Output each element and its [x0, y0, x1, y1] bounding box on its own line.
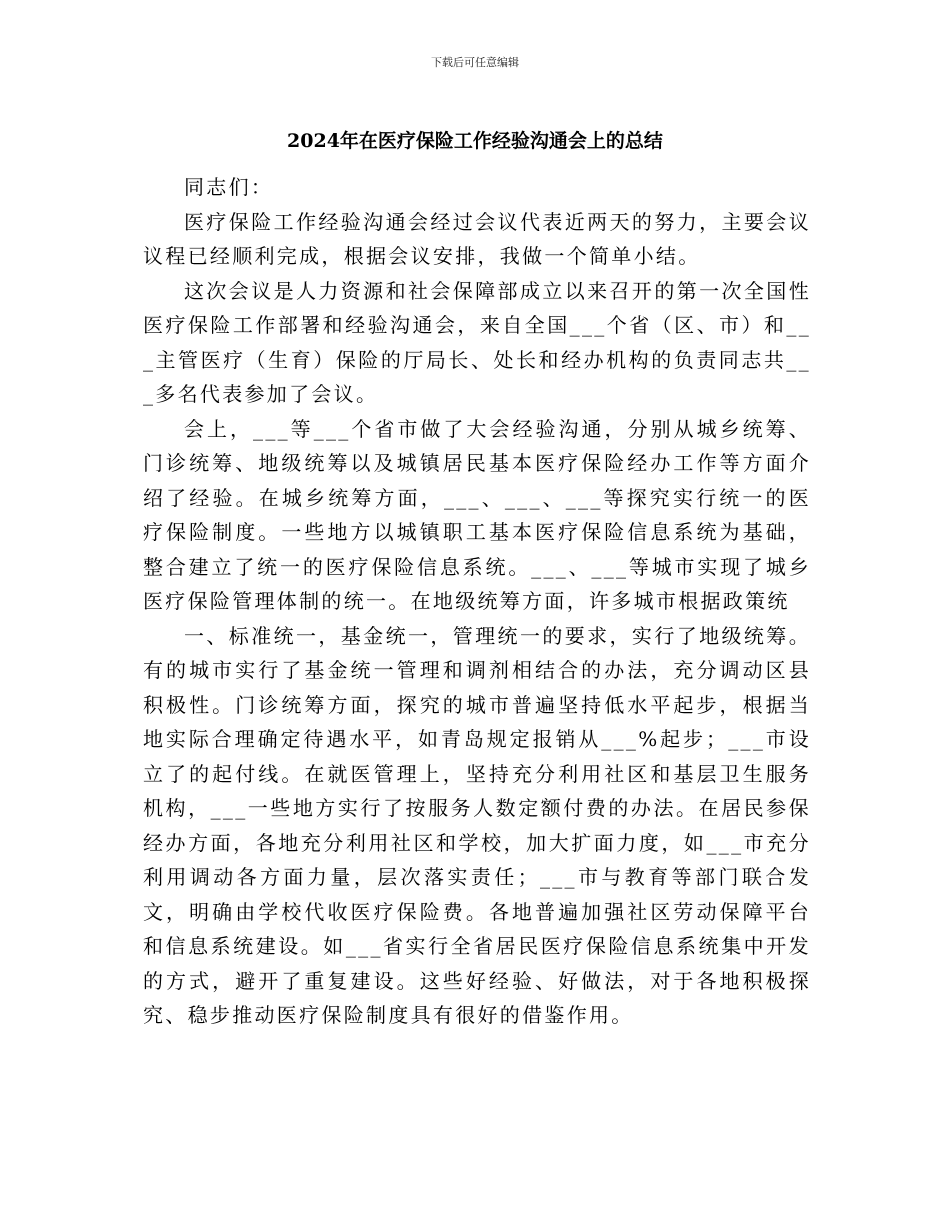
paragraph-4: 一、标准统一，基金统一，管理统一的要求，实行了地级统筹。有的城市实行了基金统一管理和调剂相结合的办法，充分调动区县积极性。门诊统筹方面，探究的城市普遍坚持低水平起步，根据当地实际合理确定待遇水平，如青岛规定报销从___%起步；___市设立了的起付线。在就医管理上，坚持充分利用社区和基层卫生服务机构，___一些地方实行了按服务人数定额付费的办法。在居民参保经办方面，各地充分利用社区和学校，加大扩面力度，如___市充分利用调动各方面力量，层次落实责任；___市与教育等部门联合发文，明确由学校代收医疗保险费。各地普遍加强社区劳动保障平台和信息系统建设。如___省实行全省居民医疗保险信息系统集中开发的方式，避开了重复建设。这些好经验、好做法，对于各地积极探究、稳步推动医疗保险制度具有很好的借鉴作用。: [143, 623, 811, 1027]
document-title: 2024年在医疗保险工作经验沟通会上的总结: [287, 130, 663, 152]
paragraph-3: 会上，___等___个省市做了大会经验沟通，分别从城乡统筹、门诊统筹、地级统筹以及城镇居民基本医疗保险经办工作等方面介绍了经验。在城乡统筹方面，___、___、___等探究实行统一的医疗保险制度。一些地方以城镇职工基本医疗保险信息系统为基础，整合建立了统一的医疗保险信息系统。___、___等城市实现了城乡医疗保险管理体制的统一。在地级统筹方面，许多城市根据政策统: [143, 416, 811, 613]
paragraph-1: 医疗保险工作经验沟通会经过会议代表近两天的努力，主要会议议程已经顺利完成，根据会议安排，我做一个简单小结。: [143, 209, 811, 268]
salutation: 同志们：: [184, 175, 274, 199]
paragraph-2: 这次会议是人力资源和社会保障部成立以来召开的第一次全国性医疗保险工作部署和经验沟通会，来自全国___个省（区、市）和___主管医疗（生育）保险的厅局长、处长和经办机构的负责同志共___多名代表参加了会议。: [143, 278, 811, 406]
document-body: [143, 170, 811, 1033]
header-note: 下载后可任意编辑: [431, 56, 519, 69]
